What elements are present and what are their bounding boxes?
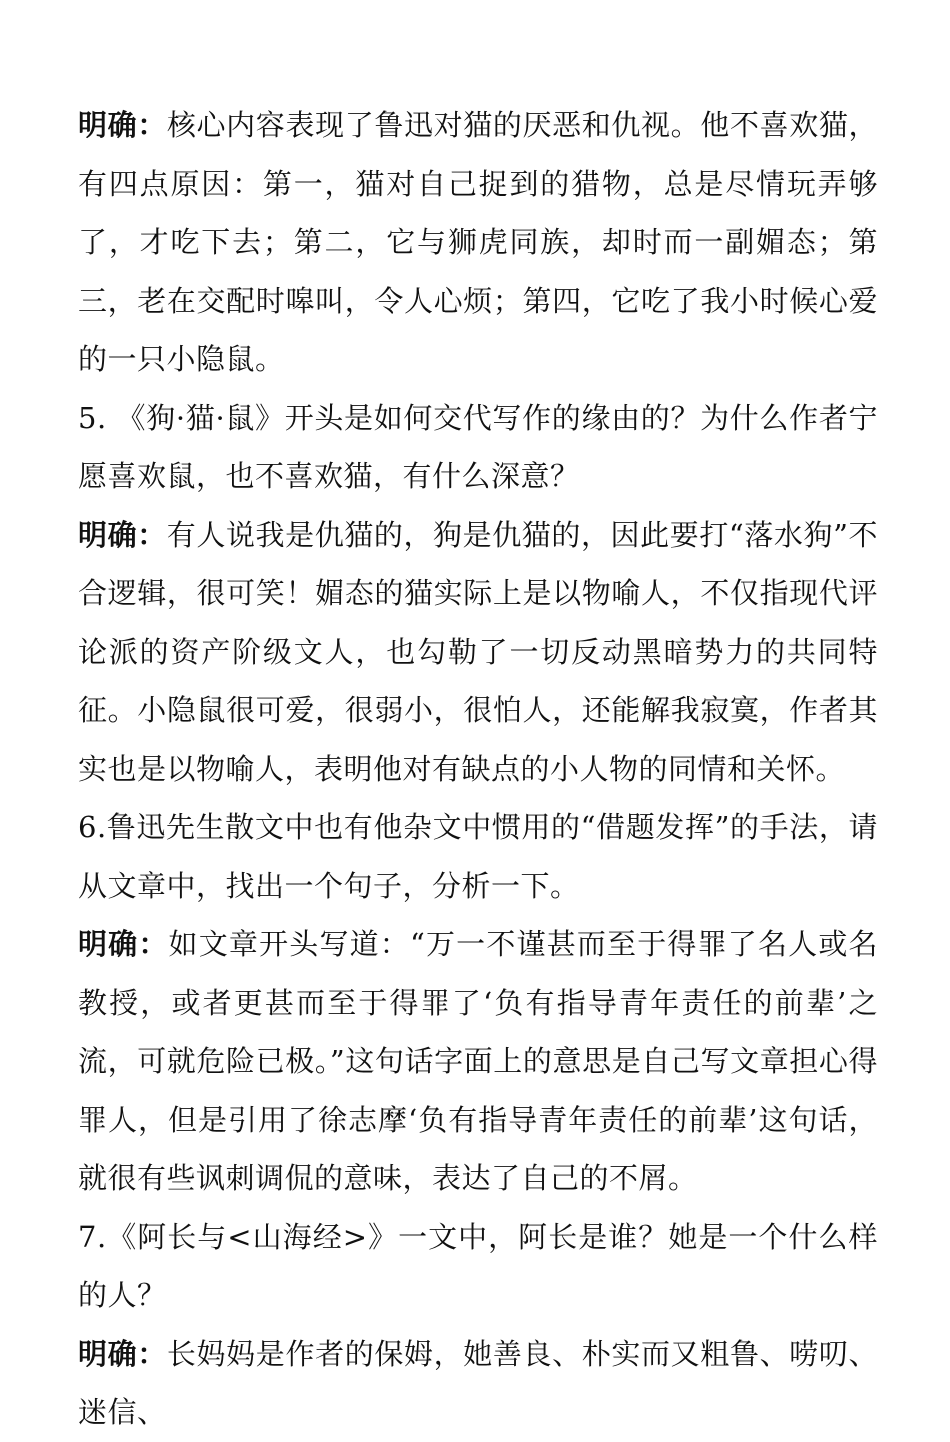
question-6 <box>78 798 878 915</box>
document-page <box>78 96 878 1442</box>
answer-text: 有人说我是仇猫的，狗是仇猫的，因此要打“落水狗”不合逻辑，很可笑！媚态的猫实际上是以物喻人，不仅指现代评论派的资产阶级文人，也勾勒了一切反动黑暗势力的共同特征。小隐鼠很可爱，很弱小，很怕人，还能解我寂寞，作者其实也是以物喻人，表明他对有缺点的小人物的同情和关怀。 <box>78 517 878 786</box>
question-7 <box>78 1208 878 1325</box>
question-text: 6.鲁迅先生散文中也有他杂文中惯用的“借题发挥”的手法，请从文章中，找出一个句子，分析一下。 <box>78 810 878 903</box>
question-text: 7.《阿长与<山海经>》一文中，阿长是谁？她是一个什么样的人？ <box>78 1219 878 1312</box>
answer-text: 如文章开头写道：“万一不谨甚而至于得罪了名人或名教授，或者更甚而至于得罪了‘负有指导青年责任的前辈’之流，可就危险已极。”这句话字面上的意思是自己写文章担心得罪人，但是引用了徐志摩‘负有指导青年责任的前辈’这句话，就很有些讽刺调侃的意味，表达了自己的不屑。 <box>78 927 878 1195</box>
question-text: 5. 《狗·猫·鼠》开头是如何交代写作的缘由的？为什么作者宁愿喜欢鼠，也不喜欢猫，有什么深意？ <box>78 400 878 493</box>
answer-paragraph-4 <box>78 1325 878 1442</box>
answer-label: 明确： <box>78 108 167 142</box>
answer-label: 明确： <box>78 927 169 961</box>
answer-label: 明确： <box>78 517 167 552</box>
answer-paragraph-3 <box>78 915 878 1208</box>
answer-paragraph-1 <box>78 96 878 389</box>
answer-text: 长妈妈是作者的保姆，她善良、朴实而又粗鲁、唠叨、迷信、 <box>78 1336 878 1429</box>
answer-label: 明确： <box>78 1336 167 1371</box>
question-5 <box>78 389 878 506</box>
answer-text: 核心内容表现了鲁迅对猫的厌恶和仇视。他不喜欢猫，有四点原因：第一，猫对自己捉到的猎物，总是尽情玩弄够了，才吃下去；第二，它与狮虎同族，却时而一副媚态；第三，老在交配时嗥叫，令人心烦；第四，它吃了我小时候心爱的一只小隐鼠。 <box>78 108 878 376</box>
answer-paragraph-2 <box>78 506 878 799</box>
